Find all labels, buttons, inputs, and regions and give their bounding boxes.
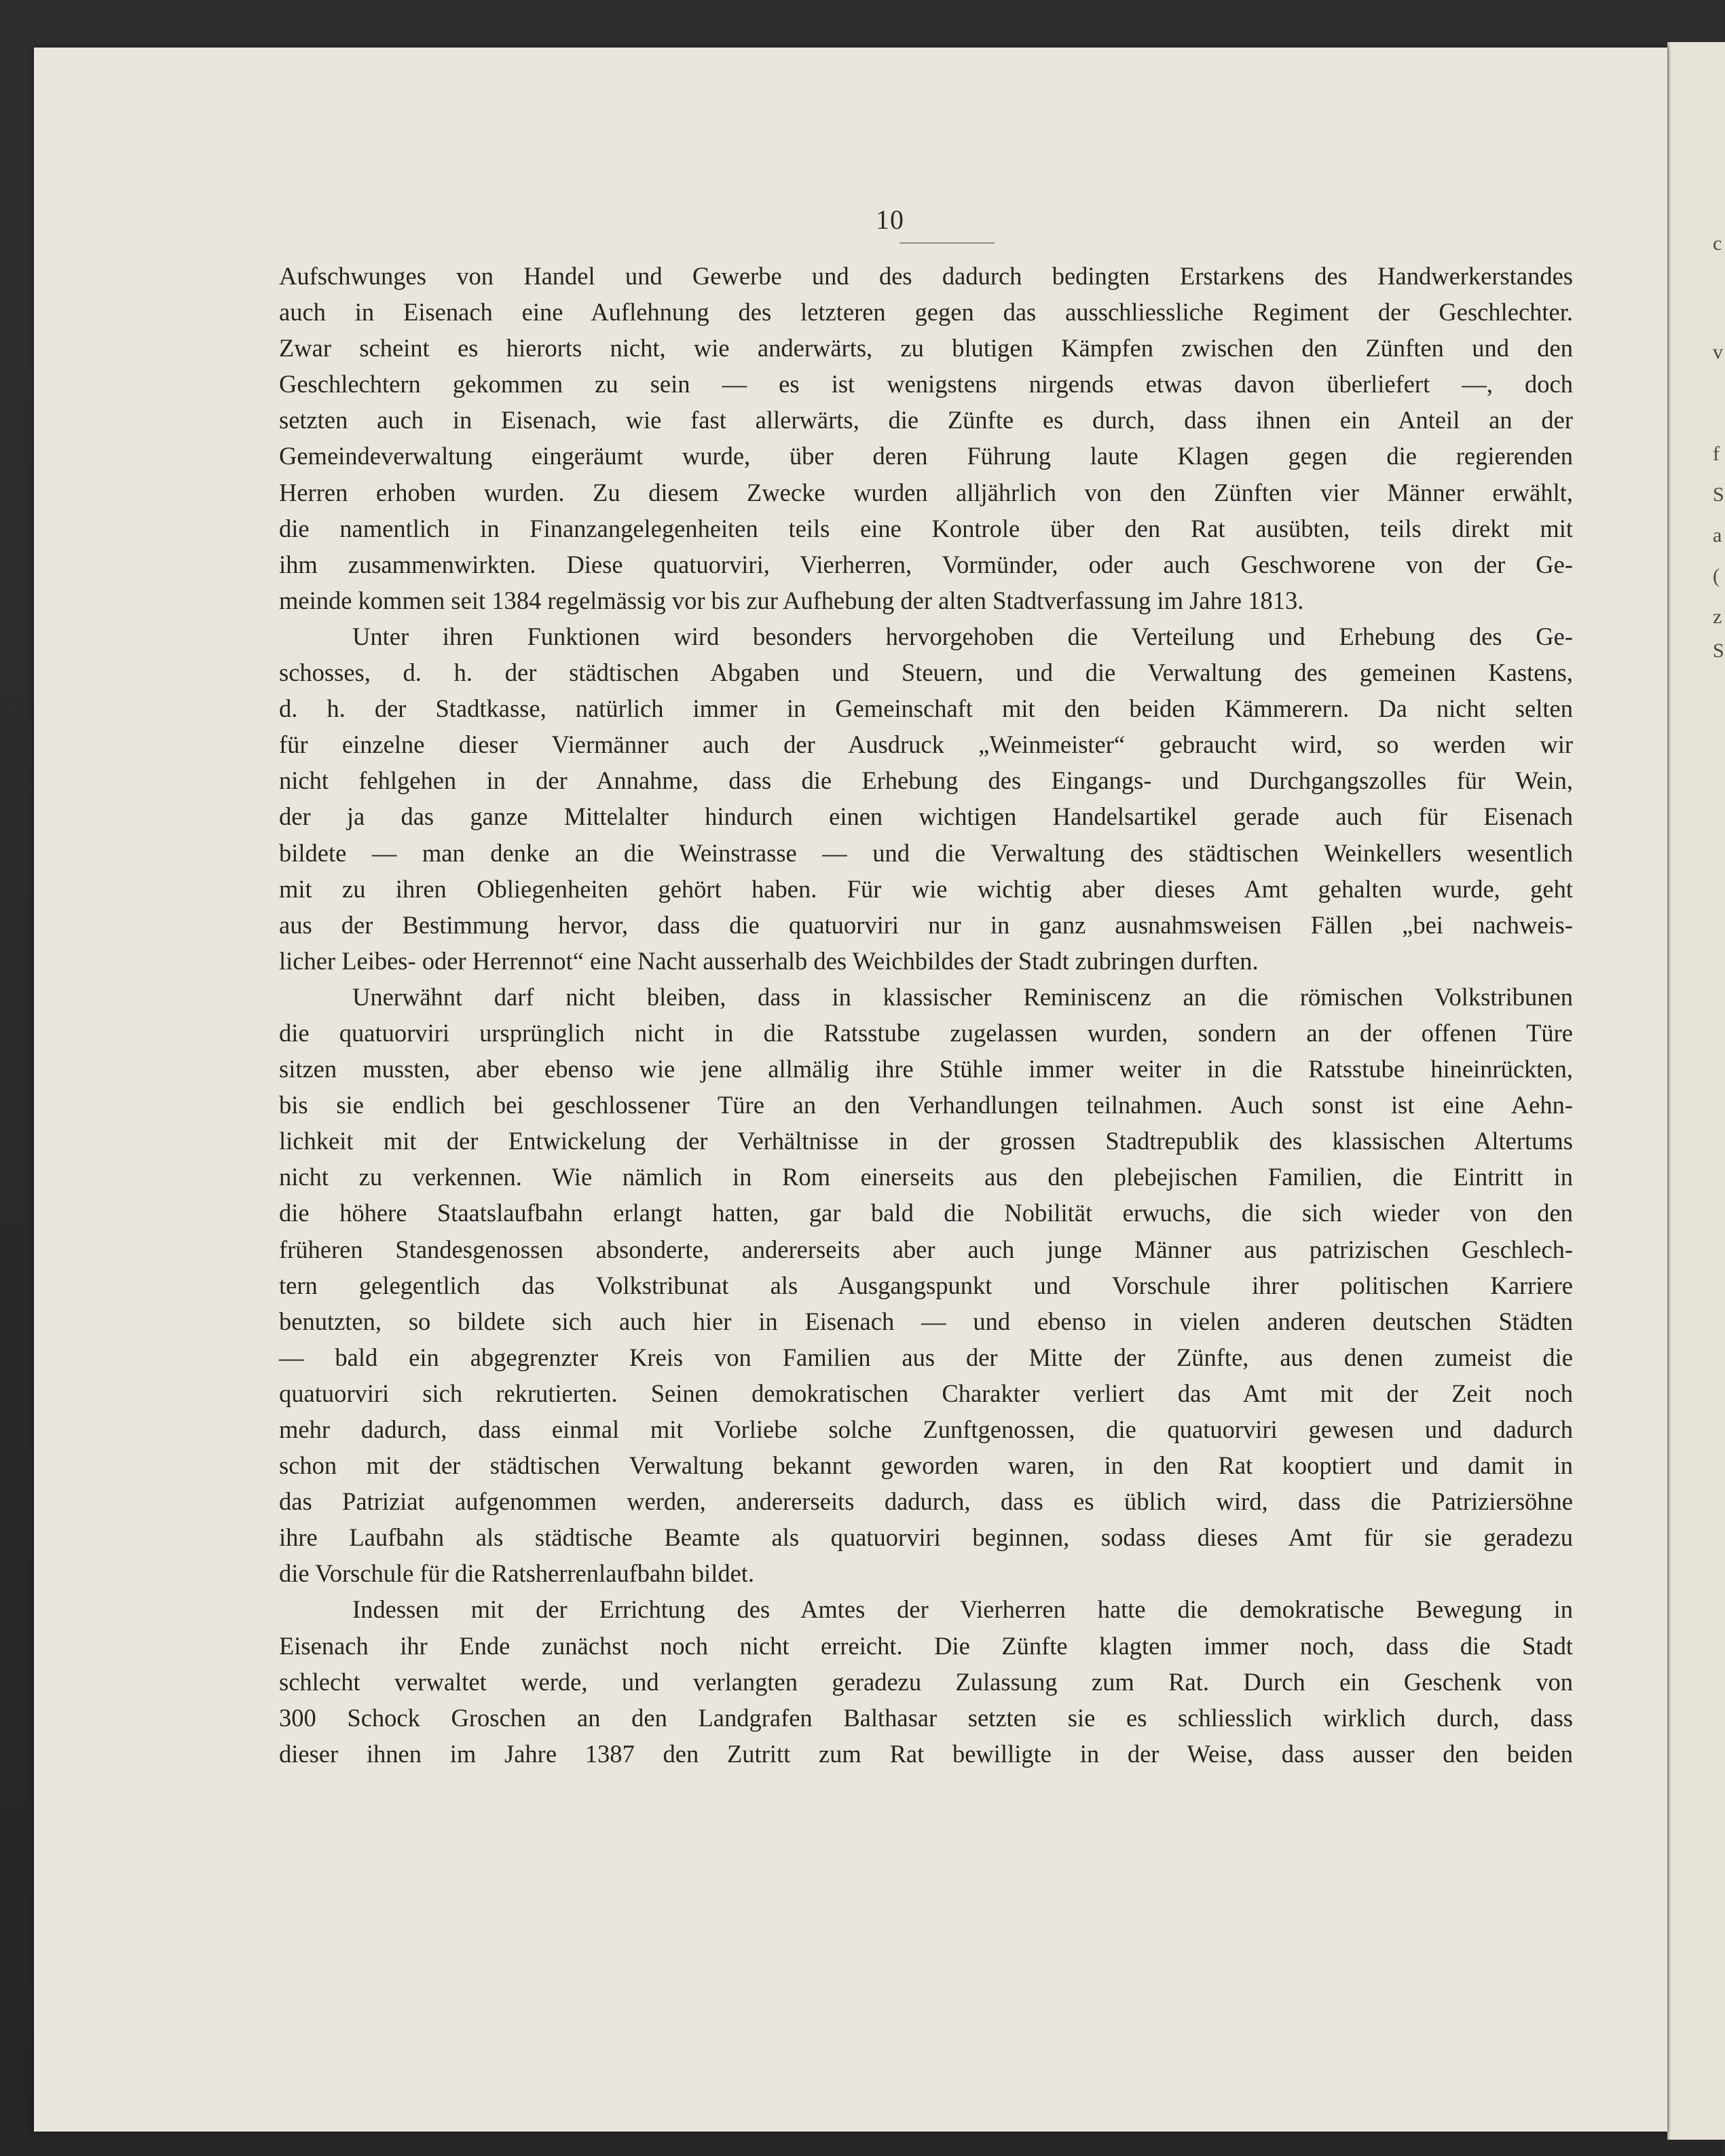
adjacent-page-glyph: f: [1713, 443, 1720, 465]
text-line: ihm zusammenwirkten. Diese quatuorviri, Vierherren, Vormünder, oder auch Geschworene von der Ge-: [279, 550, 1573, 578]
text-line: lichkeit mit der Entwickelung der Verhältnisse in der grossen Stadtrepublik des klassischen Altertums: [279, 1127, 1573, 1155]
text-line: meinde kommen seit 1384 regelmässig vor bis zur Aufhebung der alten Stadtverfassung im Jahre 1813.: [279, 586, 1304, 614]
text-line: Herren erhoben wurden. Zu diesem Zwecke wurden alljährlich von den Zünften vier Männer erwählt,: [279, 478, 1573, 506]
adjacent-page-glyph: (: [1713, 565, 1720, 587]
text-line: schon mit der städtischen Verwaltung bekannt geworden waren, in den Rat kooptiert und damit in: [279, 1451, 1573, 1480]
text-line: setzten auch in Eisenach, wie fast allerwärts, die Zünfte es durch, dass ihnen ein Anteil an der: [279, 406, 1573, 434]
text-line: Aufschwunges von Handel und Gewerbe und des dadurch bedingten Erstarkens des Handwerkerstandes: [279, 262, 1573, 290]
text-line: nicht zu verkennen. Wie nämlich in Rom einerseits aus den plebejischen Familien, die Eintritt in: [279, 1163, 1573, 1191]
adjacent-page-glyph: S: [1713, 639, 1724, 662]
text-line: sitzen mussten, aber ebenso wie jene allmälig ihre Stühle immer weiter in die Ratsstube hineinrückten,: [279, 1055, 1573, 1083]
text-line: die höhere Staatslaufbahn erlangt hatten, gar bald die Nobilität erwuchs, die sich wieder von den: [279, 1199, 1573, 1227]
text-line: bis sie endlich bei geschlossener Türe an den Verhandlungen teilnahmen. Auch sonst ist eine Aehn-: [279, 1091, 1573, 1119]
text-line: mehr dadurch, dass einmal mit Vorliebe solche Zunftgenossen, die quatuorviri gewesen und dadurch: [279, 1415, 1573, 1443]
adjacent-page-glyph: z: [1713, 606, 1722, 628]
text-line: Indessen mit der Errichtung des Amtes der Vierherren hatte die demokratische Bewegung in: [352, 1595, 1573, 1624]
text-line: licher Leibes- oder Herrennot“ eine Nacht ausserhalb des Weichbildes der Stadt zubringen durften.: [279, 946, 1259, 975]
page-number-rule: [899, 242, 995, 244]
text-line: Geschlechtern gekommen zu sein — es ist wenigstens nirgends etwas davon überliefert —, doch: [279, 370, 1573, 398]
page-number: 10: [876, 204, 904, 235]
text-line: nicht fehlgehen in der Annahme, dass die Erhebung des Eingangs- und Durchgangszolles für Wein,: [279, 766, 1573, 795]
text-line: mit zu ihren Obliegenheiten gehört haben. Für wie wichtig aber dieses Amt gehalten wurde, geht: [279, 874, 1573, 903]
body-text: [279, 258, 1573, 1772]
text-line: d. h. der Stadtkasse, natürlich immer in Gemeinschaft mit den beiden Kämmerern. Da nicht selten: [279, 694, 1573, 723]
text-line: auch in Eisenach eine Auflehnung des letzteren gegen das ausschliessliche Regiment der Geschlechter.: [279, 298, 1573, 327]
text-line: Eisenach ihr Ende zunächst noch nicht erreicht. Die Zünfte klagten immer noch, dass die Stadt: [279, 1631, 1573, 1660]
text-line: benutzten, so bildete sich auch hier in Eisenach — und ebenso in vielen anderen deutschen Städten: [279, 1307, 1573, 1335]
text-line: bildete — man denke an die Weinstrasse — und die Verwaltung des städtischen Weinkellers wesentlich: [279, 838, 1573, 867]
text-line: schosses, d. h. der städtischen Abgaben und Steuern, und die Verwaltung des gemeinen Kastens,: [279, 658, 1573, 687]
text-line: das Patriziat aufgenommen werden, andererseits dadurch, dass es üblich wird, dass die Patriziersöhne: [279, 1487, 1573, 1516]
text-line: Unerwähnt darf nicht bleiben, dass in klassischer Reminiscenz an die römischen Volkstribunen: [352, 982, 1573, 1011]
text-line: Zwar scheint es hierorts nicht, wie anderwärts, zu blutigen Kämpfen zwischen den Zünften und den: [279, 334, 1573, 363]
text-line: früheren Standesgenossen absonderte, andererseits aber auch junge Männer aus patrizischen Geschlech-: [279, 1235, 1573, 1263]
text-line: die namentlich in Finanzangelegenheiten teils eine Kontrole über den Rat ausübten, teils direkt mit: [279, 514, 1573, 542]
text-line: dieser ihnen im Jahre 1387 den Zutritt zum Rat bewilligte in der Weise, dass ausser den beiden: [279, 1739, 1573, 1768]
adjacent-page-edge: [1667, 42, 1725, 2140]
text-line: tern gelegentlich das Volkstribunat als Ausgangspunkt und Vorschule ihrer politischen Karriere: [279, 1271, 1573, 1299]
text-line: quatuorviri sich rekrutierten. Seinen demokratischen Charakter verliert das Amt mit der Zeit noch: [279, 1379, 1573, 1407]
adjacent-page-glyph: v: [1713, 341, 1723, 363]
text-line: für einzelne dieser Viermänner auch der Ausdruck „Weinmeister“ gebraucht wird, so werden wir: [279, 730, 1573, 759]
text-line: Gemeindeverwaltung eingeräumt wurde, über deren Führung laute Klagen gegen die regierenden: [279, 442, 1573, 470]
text-line: — bald ein abgegrenzter Kreis von Familien aus der Mitte der Zünfte, aus denen zumeist die: [279, 1343, 1573, 1371]
adjacent-page-glyph: a: [1713, 524, 1722, 546]
adjacent-page-glyph: S: [1713, 483, 1724, 506]
text-line: aus der Bestimmung hervor, dass die quatuorviri nur in ganz ausnahmsweisen Fällen „bei nachweis-: [279, 910, 1573, 939]
text-line: ihre Laufbahn als städtische Beamte als quatuorviri beginnen, sodass dieses Amt für sie geradezu: [279, 1523, 1573, 1552]
adjacent-page-glyph: c: [1713, 232, 1722, 255]
text-line: schlecht verwaltet werde, und verlangten geradezu Zulassung zum Rat. Durch ein Geschenk von: [279, 1667, 1573, 1696]
text-line: Unter ihren Funktionen wird besonders hervorgehoben die Verteilung und Erhebung des Ge-: [352, 622, 1573, 650]
text-line: die Vorschule für die Ratsherrenlaufbahn bildet.: [279, 1559, 755, 1588]
text-line: die quatuorviri ursprünglich nicht in die Ratsstube zugelassen wurden, sondern an der offenen Türe: [279, 1018, 1573, 1047]
text-line: 300 Schock Groschen an den Landgrafen Balthasar setzten sie es schliesslich wirklich durch, dass: [279, 1703, 1573, 1732]
text-line: der ja das ganze Mittelalter hindurch einen wichtigen Handelsartikel gerade auch für Eisenach: [279, 802, 1573, 831]
